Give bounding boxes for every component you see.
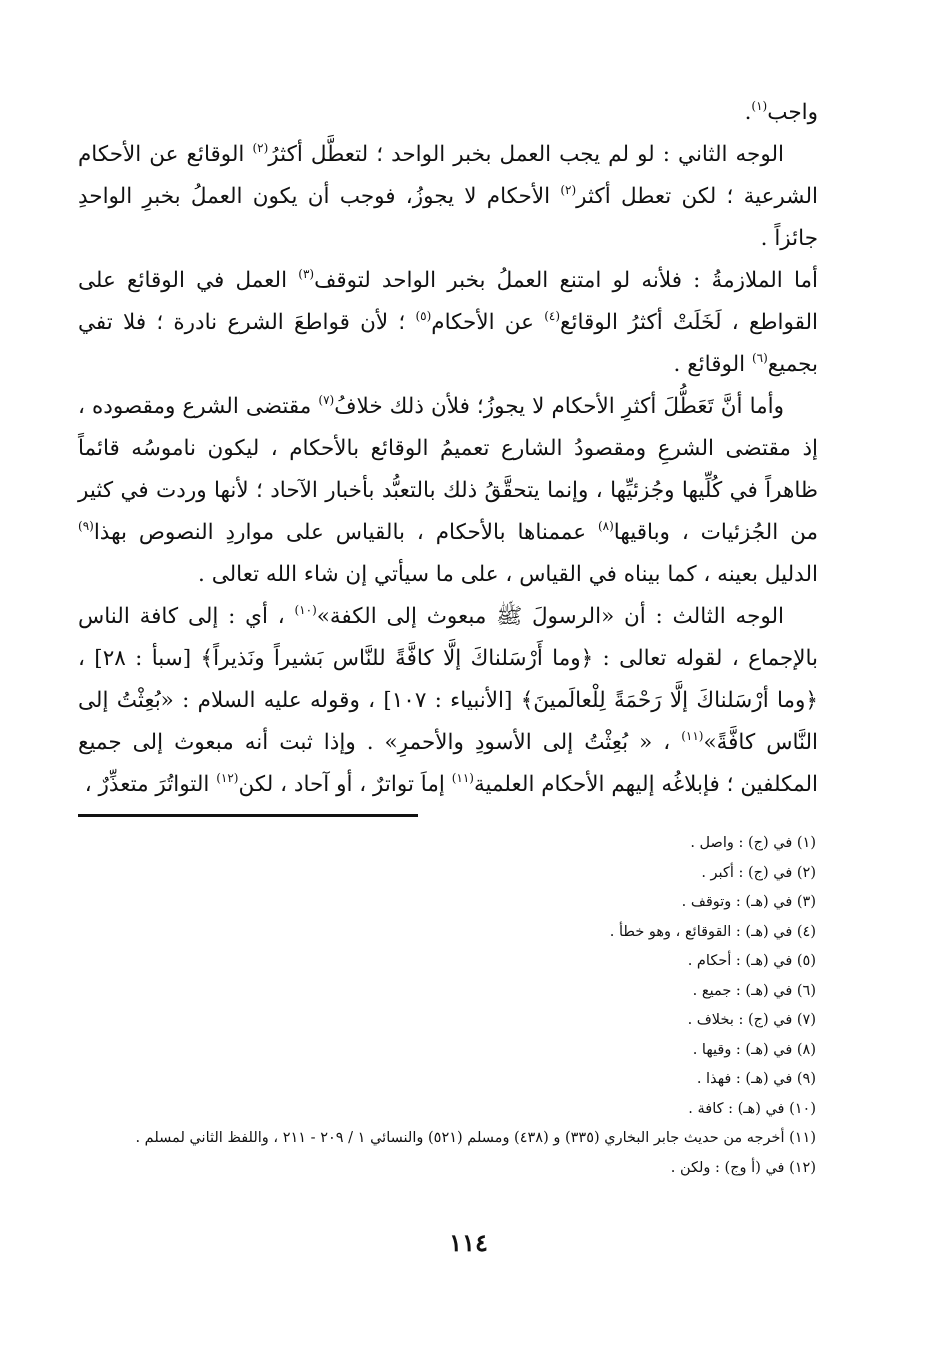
footnote-item: (٤) في (هـ) : القوقائع ، وهو خطأ .	[609, 923, 816, 940]
footnote-item: (٩) في (هـ) : فهذا .	[696, 1071, 816, 1087]
footnote-ref: (٦)	[751, 351, 768, 365]
paragraph-2: أما الملازمةُ : فلأنه لو امتنع العملُ بخبر الواحد لتوقف$^{(٣)}$ العمل في الوقائع على القواطع ، لَخَلَتْ أكثرُ الوقائع$^{(٤)}$ عن الأحكام$^{(٥)}$ ؛ لأن قواطعَ الشرع نادرة ؛ فلا تفي بجميع$^{(٦)}$ الوقائع .	[78, 267, 819, 377]
footnote-item: (١٢) في (أ وج) : ولكن .	[670, 1159, 816, 1176]
footnote-item: (٥) في (هـ) : أحكام .	[687, 953, 816, 969]
footnote-ref: (١)	[751, 99, 768, 113]
footnote-ref: (٢)	[560, 183, 577, 197]
footnotes	[78, 829, 818, 1183]
footnote-item: (١١) أخرجه من حديث جابر البخاري (٣٣٥) و (٤٣٨) ومسلم (٥٢١) والنسائي ١ / ٢٠٩ - ٢١١ ، واللفظ الثاني لمسلم .	[135, 1130, 816, 1146]
paragraph-1: الوجه الثاني : لو لم يجب العمل بخبر الواحد ؛ لتعطَّل أكثرُ$^{(٢)}$ الوقائع عن الأحكام الشرعية ؛ لكن تعطل أكثر$^{(٢)}$ الأحكام لا يجوزُ، فوجب أن يكون العملُ بخبرِ الواحدِ جائزاً .	[78, 141, 818, 251]
footnote-item: (٨) في (هـ) : وقيها .	[692, 1041, 816, 1058]
paragraph-0: واجب$^{(١)}$.	[744, 99, 818, 125]
paragraph-4: الوجه الثالث : أن «الرسولَ ﷺ مبعوث إلى الكفة»$^{(١٠)}$ ، أي : إلى كافة الناس بالإجماع ، لقوله تعالى : ﴿وما أَرْسَلناكَ إلَّا كافَّةً للنَّاس بَشيراً ونَذيراً﴾ [سبأ : ٢٨] ، ﴿وما أرْسَلناكَ إلَّا رَحْمَةً لِلْعالَمينَ﴾ [الأنبياء : ١٠٧] ، وقوله عليه السلام : «بُعِثْتُ إلى النَّاس كافَّةً»$^{(١١)}$ ، « بُعِثْتُ إلى الأسودِ والأحمرِ» . وإذا ثبت أنه مبعوث إلى جميع المكلفين ؛ فإبلاغُه إليهم الأحكام العلمية$^{(١١)}$ إماَ تواترٌ ، أو آحاد ، لكن$^{(١٢)}$ التواتُرَ متعذِّرٌ ،	[78, 603, 819, 797]
footnote-ref: (٩)	[78, 519, 94, 533]
main-text	[78, 92, 818, 806]
footnote-item: (٧) في (ج) : بخلاف .	[687, 1012, 816, 1028]
footnote-divider	[78, 814, 418, 817]
footnote-ref: (١١)	[451, 771, 474, 785]
footnote-ref: (١٠)	[294, 603, 317, 617]
footnote-item: (١٠) في (هـ) : كافة .	[688, 1100, 816, 1117]
footnote-item: (٦) في (هـ) : جميع .	[692, 982, 816, 999]
footnote-ref: (٢)	[252, 141, 269, 155]
footnote-ref: (١٢)	[216, 771, 239, 785]
footnote-ref: (٣)	[298, 267, 315, 281]
footnote-item: (٢) في (ج) : أكبر .	[701, 864, 816, 881]
footnote-ref: (٧)	[318, 393, 335, 407]
footnote-ref: (١١)	[681, 729, 704, 743]
footnote-item: (١) في (ج) : واصل .	[690, 835, 816, 851]
footnote-ref: (٤)	[544, 309, 561, 323]
page-content	[78, 92, 818, 1183]
footnote-item: (٣) في (هـ) : وتوقف .	[681, 894, 816, 910]
page-number: ١١٤	[449, 1228, 488, 1257]
footnote-ref: (٨)	[597, 519, 614, 533]
paragraph-3: وأما أنَّ تَعَطُّلَ أكثرِ الأحكام لا يجوزُ؛ فلأن ذلك خلافُ$^{(٧)}$ مقتضى الشرع ومقصوده ، إذ مقتضى الشرعِ ومقصودُ الشارع تعميمُ الوقائع بالأحكام ، ليكون ناموسُه قائماً ظاهراً في كُلِّيها وجُزئيِّها ، وإنما يتحقَّقُ ذلك بالتعبُّد بأخبار الآحاد ؛ لأنها وردت في كثير من الجُزئيات ، وباقيها$^{(٨)}$ عممناها بالأحكام ، بالقياس على مواردِ النصوص بهذا$^{(٩)}$ الدليل بعينه ، كما بيناه في القياس ، على ما سيأتي إن شاء الله تعالى .	[78, 393, 818, 587]
footnote-ref: (٥)	[415, 309, 432, 323]
